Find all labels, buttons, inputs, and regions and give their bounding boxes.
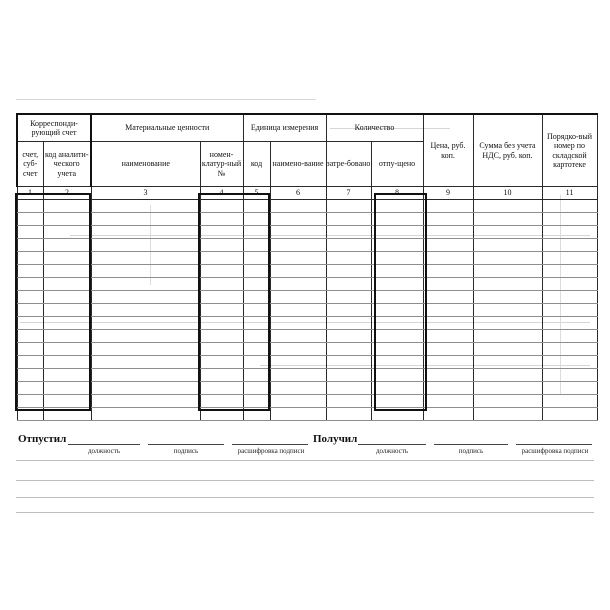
column-number: 1 (17, 187, 43, 200)
table-cell (17, 226, 43, 239)
received-name-caption: расшифровка подписи (521, 447, 589, 455)
header-material-values: Материальные ценности (91, 114, 243, 142)
table-cell (542, 369, 597, 382)
table-cell (17, 356, 43, 369)
table-cell (423, 265, 473, 278)
released-name-line (232, 444, 308, 445)
table-cell (43, 239, 91, 252)
column-number: 11 (542, 187, 597, 200)
table-cell (17, 265, 43, 278)
table-cell (200, 356, 243, 369)
table-cell (326, 330, 371, 343)
table-cell (200, 265, 243, 278)
table-cell (243, 395, 270, 408)
ruled-line (16, 512, 594, 513)
table-cell (542, 330, 597, 343)
table-cell (542, 291, 597, 304)
table-cell (270, 291, 326, 304)
released-position-caption: должность (87, 447, 121, 455)
table-cell (270, 265, 326, 278)
header-requested: затре-бовано (326, 142, 371, 187)
table-cell (17, 304, 43, 317)
table-cell (91, 200, 200, 213)
table-cell (326, 265, 371, 278)
column-number: 2 (43, 187, 91, 200)
table-cell (473, 356, 542, 369)
table-cell (243, 239, 270, 252)
table-cell (473, 200, 542, 213)
table-cell (542, 317, 597, 330)
table-cell (423, 278, 473, 291)
received-signature-line (434, 444, 508, 445)
table-cell (43, 395, 91, 408)
table-cell (371, 239, 423, 252)
table-row (17, 226, 597, 239)
table-cell (371, 291, 423, 304)
table-cell (371, 226, 423, 239)
table-cell (17, 382, 43, 395)
table-cell (17, 317, 43, 330)
table-cell (91, 265, 200, 278)
table-cell (371, 278, 423, 291)
table-cell (473, 239, 542, 252)
table-cell (243, 382, 270, 395)
table-cell (270, 304, 326, 317)
table-cell (200, 369, 243, 382)
table-cell (326, 304, 371, 317)
table-cell (473, 291, 542, 304)
table-cell (473, 226, 542, 239)
table-cell (43, 200, 91, 213)
table-cell (17, 343, 43, 356)
table-cell (270, 369, 326, 382)
table-cell (326, 369, 371, 382)
table-row (17, 291, 597, 304)
table-cell (43, 382, 91, 395)
column-number: 5 (243, 187, 270, 200)
table-cell (91, 408, 200, 421)
table-cell (270, 330, 326, 343)
table-cell (270, 239, 326, 252)
table-cell (91, 278, 200, 291)
table-cell (326, 226, 371, 239)
table-cell (371, 369, 423, 382)
table-cell (91, 239, 200, 252)
table-cell (200, 200, 243, 213)
table-cell (200, 408, 243, 421)
table-cell (17, 408, 43, 421)
table-cell (17, 200, 43, 213)
table-row (17, 408, 597, 421)
header-account-subaccount: счет, суб-счет (17, 142, 43, 187)
table-cell (243, 213, 270, 226)
table-cell (326, 395, 371, 408)
table-cell (371, 382, 423, 395)
table-cell (91, 343, 200, 356)
released-signature-caption: подпись (173, 447, 199, 455)
table-cell (542, 278, 597, 291)
table-cell (473, 278, 542, 291)
table-cell (270, 213, 326, 226)
table-row (17, 213, 597, 226)
table-cell (473, 252, 542, 265)
table-cell (43, 291, 91, 304)
table-cell (326, 291, 371, 304)
table-row (17, 317, 597, 330)
table-cell (200, 382, 243, 395)
ruled-line (16, 480, 594, 481)
table-cell (423, 226, 473, 239)
table-cell (91, 317, 200, 330)
table-cell (243, 356, 270, 369)
table-cell (200, 343, 243, 356)
table-cell (243, 278, 270, 291)
table-cell (423, 213, 473, 226)
table-cell (371, 200, 423, 213)
table-cell (200, 239, 243, 252)
table-cell (371, 343, 423, 356)
table-cell (371, 330, 423, 343)
table-cell (243, 291, 270, 304)
table-row (17, 330, 597, 343)
table-row (17, 395, 597, 408)
table-row (17, 200, 597, 213)
table-cell (91, 291, 200, 304)
table-cell (423, 343, 473, 356)
table-cell (326, 408, 371, 421)
bleed-line (16, 99, 316, 100)
table-cell (200, 330, 243, 343)
table-cell (200, 304, 243, 317)
column-number: 9 (423, 187, 473, 200)
table-cell (243, 200, 270, 213)
table-cell (542, 408, 597, 421)
table-cell (200, 278, 243, 291)
table-cell (542, 382, 597, 395)
received-name-line (516, 444, 592, 445)
table-cell (542, 200, 597, 213)
column-number: 3 (91, 187, 200, 200)
table-cell (17, 369, 43, 382)
table-row (17, 304, 597, 317)
table-cell (473, 408, 542, 421)
table-cell (43, 213, 91, 226)
ruled-line (16, 460, 594, 461)
table-cell (542, 304, 597, 317)
table-cell (423, 252, 473, 265)
table-cell (326, 343, 371, 356)
table-cell (43, 408, 91, 421)
table-cell (326, 200, 371, 213)
table-cell (473, 304, 542, 317)
table-row (17, 369, 597, 382)
header-nomenclature-number: номен-клатур-ный № (200, 142, 243, 187)
table-cell (542, 213, 597, 226)
table-cell (473, 330, 542, 343)
table-cell (473, 317, 542, 330)
table-cell (423, 369, 473, 382)
table-cell (243, 330, 270, 343)
table-cell (43, 330, 91, 343)
header-price: Цена, руб. коп. (423, 114, 473, 187)
table-cell (270, 278, 326, 291)
table-cell (243, 226, 270, 239)
table-cell (371, 252, 423, 265)
column-number: 4 (200, 187, 243, 200)
header-unit: Единица измерения (243, 114, 326, 142)
table-cell (542, 356, 597, 369)
table-cell (371, 395, 423, 408)
table-cell (371, 304, 423, 317)
table-cell (43, 226, 91, 239)
table-cell (542, 239, 597, 252)
table-cell (423, 395, 473, 408)
table-cell (243, 304, 270, 317)
table-cell (326, 239, 371, 252)
table-cell (542, 226, 597, 239)
table-cell (270, 226, 326, 239)
column-number: 8 (371, 187, 423, 200)
table-cell (17, 291, 43, 304)
received-position-line (358, 444, 426, 445)
table-cell (473, 382, 542, 395)
header-unit-name: наимено-вание (270, 142, 326, 187)
received-by-label: Получил (313, 433, 358, 445)
table-cell (91, 213, 200, 226)
table-cell (326, 213, 371, 226)
ruled-line (16, 497, 594, 498)
table-cell (243, 265, 270, 278)
column-number: 7 (326, 187, 371, 200)
table-cell (243, 343, 270, 356)
table-row (17, 356, 597, 369)
header-released: отпу-щено (371, 142, 423, 187)
table-cell (243, 252, 270, 265)
released-name-caption: расшифровка подписи (237, 447, 305, 455)
table-cell (326, 317, 371, 330)
table-cell (270, 408, 326, 421)
table-cell (473, 343, 542, 356)
header-sum: Сумма без учета НДС, руб. коп. (473, 114, 542, 187)
table-cell (423, 304, 473, 317)
table-cell (200, 317, 243, 330)
table-cell (542, 252, 597, 265)
table-row (17, 343, 597, 356)
table-cell (423, 291, 473, 304)
table-cell (371, 317, 423, 330)
table-cell (243, 317, 270, 330)
table-cell (270, 200, 326, 213)
table-cell (17, 239, 43, 252)
table-cell (270, 317, 326, 330)
header-unit-code: код (243, 142, 270, 187)
header-corr-account: Корреспонди-рующий счет (17, 114, 91, 142)
header-card-number: Порядко-вый номер по складской картотеке (542, 114, 597, 187)
table-cell (17, 213, 43, 226)
table-cell (326, 356, 371, 369)
table-cell (542, 395, 597, 408)
table-cell (270, 343, 326, 356)
table-cell (91, 330, 200, 343)
table-cell (423, 317, 473, 330)
table-cell (43, 317, 91, 330)
table-cell (43, 265, 91, 278)
table-cell (542, 265, 597, 278)
table-cell (423, 239, 473, 252)
table-cell (91, 226, 200, 239)
table-cell (17, 330, 43, 343)
table-cell (270, 382, 326, 395)
table-cell (326, 382, 371, 395)
table-row (17, 278, 597, 291)
received-signature-caption: подпись (458, 447, 484, 455)
table-cell (371, 265, 423, 278)
released-position-line (68, 444, 140, 445)
released-signature-line (148, 444, 224, 445)
table-row (17, 265, 597, 278)
column-number: 6 (270, 187, 326, 200)
released-by-label: Отпустил (18, 433, 67, 445)
table-cell (270, 252, 326, 265)
table-cell (326, 278, 371, 291)
received-position-caption: должность (375, 447, 409, 455)
table-cell (91, 369, 200, 382)
table-cell (91, 304, 200, 317)
table-cell (200, 291, 243, 304)
table-cell (91, 382, 200, 395)
requisition-form-table (16, 113, 598, 421)
table-cell (43, 369, 91, 382)
table-cell (423, 200, 473, 213)
table-cell (43, 278, 91, 291)
table-cell (43, 356, 91, 369)
table-cell (200, 226, 243, 239)
header-name: наименование (91, 142, 200, 187)
table-cell (43, 343, 91, 356)
table-cell (91, 252, 200, 265)
table-cell (423, 408, 473, 421)
table-cell (270, 356, 326, 369)
table-cell (43, 304, 91, 317)
table-cell (200, 213, 243, 226)
table-cell (17, 278, 43, 291)
table-cell (17, 252, 43, 265)
table-cell (542, 343, 597, 356)
table-cell (473, 395, 542, 408)
header-analytic-code: код аналити-ческого учета (43, 142, 91, 187)
table-cell (473, 265, 542, 278)
table-cell (43, 252, 91, 265)
table-cell (270, 395, 326, 408)
table-cell (371, 356, 423, 369)
table-cell (326, 252, 371, 265)
table-row (17, 382, 597, 395)
table-cell (371, 213, 423, 226)
table-row (17, 252, 597, 265)
table-cell (91, 395, 200, 408)
table-cell (17, 395, 43, 408)
table-cell (473, 369, 542, 382)
table-cell (473, 213, 542, 226)
table-cell (423, 356, 473, 369)
table-cell (200, 395, 243, 408)
table-cell (243, 369, 270, 382)
table-cell (91, 356, 200, 369)
table-row (17, 239, 597, 252)
table-cell (371, 408, 423, 421)
table-cell (200, 252, 243, 265)
header-quantity: Количество (326, 114, 423, 142)
table-cell (423, 382, 473, 395)
column-number: 10 (473, 187, 542, 200)
table-cell (423, 330, 473, 343)
table-cell (243, 408, 270, 421)
